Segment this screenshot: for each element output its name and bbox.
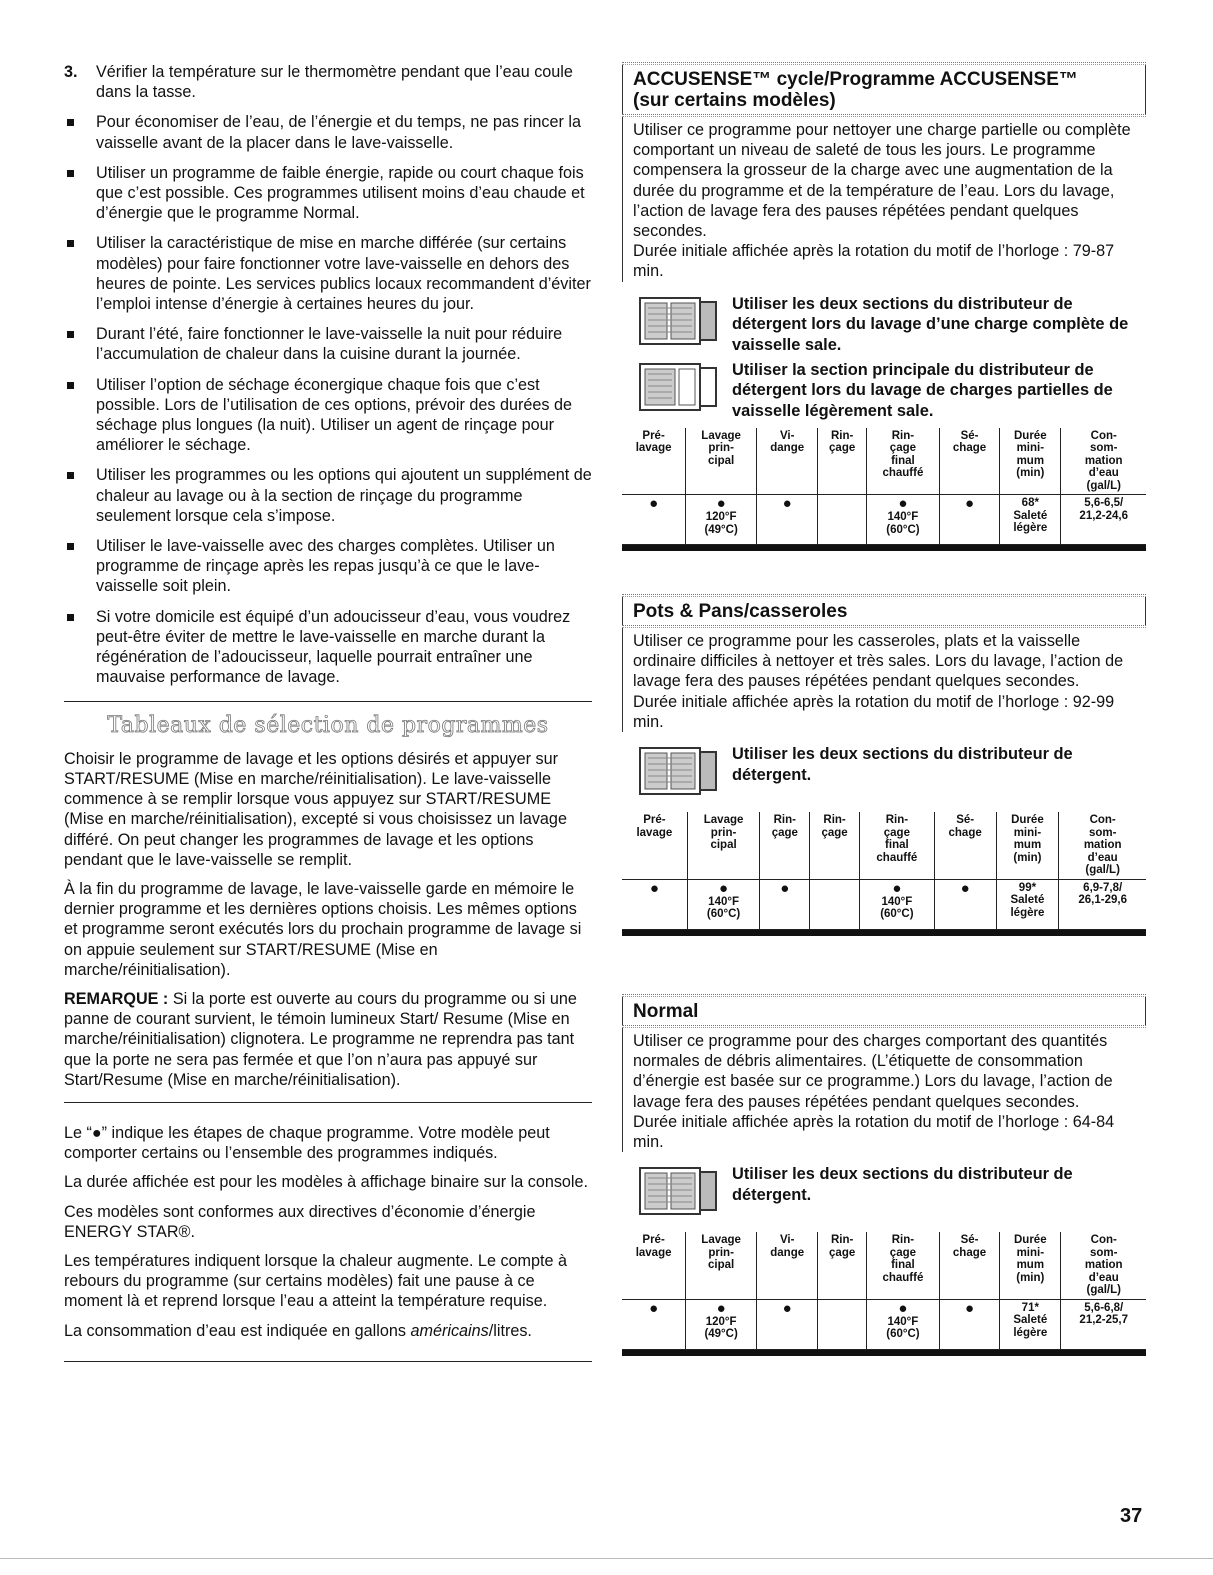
bullet-item [64, 163, 592, 224]
duration-text: Durée initiale affichée après la rotation du motif de l’horloge : 64-84 min. [633, 1112, 1115, 1152]
square-bullet-icon [67, 543, 74, 550]
table-cell: 71* Saleté légère [1000, 1299, 1061, 1349]
note-text: /litres. [488, 1321, 532, 1340]
bullet-text: Si votre domicile est équipé d’un adoucisseur d’eau, vous voudrez peut-être éviter de mettre le lave-vaisselle en marche durant la régénération de l’adoucisseur, laquelle pourrait entraîner une mauvaise performance de lavage. [96, 607, 571, 687]
note: La durée affichée est pour les modèles à affichage binaire sur la console. [64, 1173, 589, 1192]
bullet-text: Pour économiser de l’eau, de l’énergie et du temps, ne pas rincer la vaisselle avant de la placer dans le lave-vaisselle. [96, 113, 582, 152]
detergent-note-text: Utiliser les deux sections du distributeur de détergent. [732, 745, 1073, 784]
detergent-note [622, 294, 1146, 356]
program-description [622, 628, 1146, 732]
bullet-item [64, 536, 592, 597]
bullet-item [64, 607, 592, 688]
divider [64, 701, 592, 702]
table-header: Pré- lavage [622, 812, 687, 879]
square-bullet-icon [67, 119, 74, 126]
program-subtitle: (sur certains modèles) [633, 90, 836, 111]
program-table [622, 428, 1146, 546]
table-row [622, 879, 1146, 929]
bullet-text: Utiliser l’option de séchage éconergique chaque fois que c’est possible. Lors de l’utilisation de ces options, prévoir des durées de séchage plus longues (la nuit). Utiliser un agent de rinçage pour améliorer le séchage. [96, 375, 573, 455]
section-heading: Tableaux de sélection de programmes [107, 713, 549, 739]
page-bottom-rule [0, 1558, 1213, 1559]
table-header: Lavage prin- cipal [686, 1232, 757, 1299]
table-cell [818, 1299, 867, 1349]
table-cell: ● [757, 495, 818, 545]
program-accusense [622, 62, 1146, 551]
table-cell: ● 140°F (60°C) [859, 879, 934, 929]
detergent-note-text: Utiliser les deux sections du distributeur de détergent lors du lavage d’une charge complète de vaisselle sale. [732, 294, 1129, 354]
note-water-units [64, 1321, 592, 1341]
table-header-row [622, 428, 1146, 495]
bullet-text: Utiliser les programmes ou les options qui ajoutent un supplément de chaleur au lavage ou à la section de rinçage du programme seulement lorsque cela s’impose. [96, 466, 592, 525]
table-header: Vi- dange [757, 1232, 818, 1299]
table-header: Durée mini- mum (min) [1000, 428, 1061, 495]
program-normal [622, 994, 1146, 1356]
description-text: Utiliser ce programme pour des charges comportant des quantités normales de débris alimentaires. (L’étiquette de consommation d’énergie est basée sur ce programme.) Lors du lavage, l’action de lavage fera des pauses répétées pendant quelques secondes. [633, 1032, 1113, 1111]
detergent-note [622, 360, 1146, 422]
table-cell: ● [939, 495, 999, 545]
remarque-text: Si la porte est ouverte au cours du programme ou si une panne de courant survient, le témoin lumineux Start/ Resume (Mise en marche/réinitialisation) clignotera. Le programme ne reprendra pas tant que la porte ne sera pas fermée et que l’on n’aura pas appuyé sur Start/Resume (Mise en marche/réinitialisation). [64, 989, 577, 1089]
square-bullet-icon [67, 170, 74, 177]
table-cell: 5,6-6,8/ 21,2-25,7 [1061, 1299, 1146, 1349]
table-header: Sé- chage [939, 428, 999, 495]
table-header: Lavage prin- cipal [687, 812, 760, 879]
table-header: Con- som- mation d’eau (gal/L) [1061, 428, 1146, 495]
detergent-dispenser-both-sections-icon [636, 744, 720, 800]
table-header: Con- som- mation d’eau (gal/L) [1061, 1232, 1146, 1299]
table-cell: ● [622, 879, 687, 929]
bullet-item [64, 465, 592, 526]
program-title-line: Normal [633, 1001, 699, 1022]
note-text: La consommation d’eau est indiquée en gallons [64, 1321, 411, 1340]
table-row [622, 1299, 1146, 1349]
table-cell: ● 140°F (60°C) [866, 495, 939, 545]
table-header: Rin- çage final chauffé [866, 1232, 939, 1299]
table-header: Rin- çage [810, 812, 860, 879]
table-header: Vi- dange [757, 428, 818, 495]
page-number: 37 [1120, 1505, 1143, 1527]
square-bullet-icon [67, 472, 74, 479]
duration-text: Durée initiale affichée après la rotation du motif de l’horloge : 92-99 min. [633, 692, 1115, 731]
detergent-dispenser-main-section-icon [636, 360, 720, 416]
paragraph: À la fin du programme de lavage, le lave-vaisselle garde en mémoire le dernier programme et les dernières options choisis. Les mêmes options et programme seront exécutés lors du prochain programme de lavage si on appuie seulement sur START/RESUME (Mise en marche/réinitialisation). [64, 879, 582, 979]
bullet-text: Durant l’été, faire fonctionner le lave-vaisselle la nuit pour réduire l’accumulation de chaleur dans la cuisine durant la journée. [96, 325, 563, 364]
note: Le “●” indique les étapes de chaque programme. Votre modèle peut comporter certains ou l’ensemble des programmes indiqués. [64, 1123, 550, 1163]
duration-text: Durée initiale affichée après la rotation du motif de l’horloge : 79-87 min. [633, 242, 1115, 281]
program-table [622, 1232, 1146, 1350]
description-text: Utiliser ce programme pour nettoyer une charge partielle ou complète comportant un niveau de saleté de tous les jours. Le programme compensera la grosseur de la charge avec une augmentation de la durée du programme et de la température de l’eau. Lors du lavage, l’action de lavage fera des pauses répétées pendant quelques secondes. [633, 121, 1131, 241]
bullet-item [64, 233, 592, 314]
table-row [622, 495, 1146, 545]
square-bullet-icon [67, 614, 74, 621]
table-cell [810, 879, 860, 929]
square-bullet-icon [67, 240, 74, 247]
table-cell: 99* Saleté légère [996, 879, 1059, 929]
detergent-note-text: Utiliser la section principale du distributeur de détergent lors du lavage de charges partielles de vaisselle légèrement sale. [732, 360, 1113, 420]
table-header: Rin- çage [760, 812, 810, 879]
divider [64, 1102, 592, 1103]
table-cell: ● [622, 495, 686, 545]
item-number: 3. [64, 63, 78, 81]
table-cell: ● [760, 879, 810, 929]
program-description [622, 1028, 1146, 1152]
table-header: Sé- chage [934, 812, 996, 879]
table-header: Rin- çage [818, 1232, 867, 1299]
program-description [622, 117, 1146, 282]
program-title [622, 997, 1146, 1025]
table-cell: 68* Saleté légère [1000, 495, 1061, 545]
description-text: Utiliser ce programme pour les casseroles, plats et la vaisselle ordinaire difficiles à nettoyer et très sales. Lors du lavage, l’action de lavage fera des pauses répétées pendant quelques secondes. [633, 632, 1124, 691]
table-header: Rin- çage [818, 428, 867, 495]
table-cell [818, 495, 867, 545]
remarque-paragraph [64, 989, 592, 1090]
program-title-line: ACCUSENSE™ cycle/Programme ACCUSENSE™ [633, 69, 1078, 90]
table-cell: ● 140°F (60°C) [866, 1299, 939, 1349]
left-column [64, 62, 592, 1362]
note: Les températures indiquent lorsque la chaleur augmente. Le compte à rebours du programme (sur certains modèles) fait une pause à ce moment là et reprend lorsque l’eau a atteint la température requise. [64, 1251, 568, 1311]
table-header-row [622, 812, 1146, 879]
program-title [622, 597, 1146, 625]
table-cell: 5,6-6,5/ 21,2-24,6 [1061, 495, 1146, 545]
numbered-item-3 [64, 62, 592, 102]
table-header: Pré- lavage [622, 428, 686, 495]
table-header: Durée mini- mum (min) [996, 812, 1059, 879]
program-table [622, 812, 1146, 930]
note: Ces modèles sont conformes aux directives d’économie d’énergie ENERGY STAR®. [64, 1202, 536, 1241]
program-title-line: Pots & Pans/casseroles [633, 601, 848, 622]
table-bottom-bar [622, 930, 1146, 936]
bullet-text: Utiliser le lave-vaisselle avec des charges complètes. Utiliser un programme de rinçage après les repas jusqu’à ce que le lave-vaisselle soit plein. [96, 537, 555, 596]
program-title [622, 65, 1146, 114]
table-cell: ● [757, 1299, 818, 1349]
table-cell: ● 120°F (49°C) [686, 1299, 757, 1349]
bullet-item [64, 112, 592, 152]
detergent-note [622, 744, 1146, 806]
table-cell: ● 140°F (60°C) [687, 879, 760, 929]
bullet-text: Utiliser un programme de faible énergie, rapide ou court chaque fois que c’est possible. Ces programmes utilisent moins d’eau chaude et d’énergie que le programme Normal. [96, 163, 585, 223]
detergent-note-text: Utiliser les deux sections du distributeur de détergent. [732, 1165, 1073, 1204]
detergent-dispenser-both-sections-icon [636, 294, 720, 350]
table-cell: ● 120°F (49°C) [686, 495, 757, 545]
table-header: Con- som- mation d’eau (gal/L) [1059, 812, 1146, 879]
table-cell: 6,9-7,8/ 26,1-29,6 [1059, 879, 1146, 929]
note-italic: américains [410, 1321, 489, 1340]
table-header: Durée mini- mum (min) [1000, 1232, 1061, 1299]
table-bottom-bar [622, 545, 1146, 551]
table-cell: ● [939, 1299, 999, 1349]
item-text: Vérifier la température sur le thermomètre pendant que l’eau coule dans la tasse. [96, 63, 573, 102]
square-bullet-icon [67, 382, 74, 389]
paragraph: Choisir le programme de lavage et les options désirés et appuyer sur START/RESUME (Mise en marche/réinitialisation). Le lave-vaisselle commence à se remplir lorsque vous appuyez sur START/RESUME (Mise en marche/réinitialisation), excepté si vous choisissez un lavage différé. On peut changer les programmes de lavage et les options pendant que le lave-vaisselle se remplit. [64, 749, 567, 869]
table-header: Sé- chage [939, 1232, 999, 1299]
bullet-item [64, 324, 592, 364]
table-header: Rin- çage final chauffé [859, 812, 934, 879]
table-header-row [622, 1232, 1146, 1299]
detergent-dispenser-both-sections-icon [636, 1164, 720, 1220]
table-header: Lavage prin- cipal [686, 428, 757, 495]
divider [64, 1361, 592, 1362]
detergent-note [622, 1164, 1146, 1226]
table-header: Rin- çage final chauffé [866, 428, 939, 495]
remarque-label: REMARQUE : [64, 989, 169, 1008]
table-cell: ● [934, 879, 996, 929]
table-header: Pré- lavage [622, 1232, 686, 1299]
bullet-text: Utiliser la caractéristique de mise en marche différée (sur certains modèles) pour faire fonctionner votre lave-vaisselle en dehors des heures de pointe. Les services publics locaux recommandent d’éviter l’emploi intense d’énergie à certaines heures du jour. [96, 234, 591, 314]
table-cell: ● [622, 1299, 686, 1349]
bullet-item [64, 375, 592, 456]
program-pots-pans [622, 594, 1146, 936]
table-bottom-bar [622, 1350, 1146, 1356]
square-bullet-icon [67, 331, 74, 338]
